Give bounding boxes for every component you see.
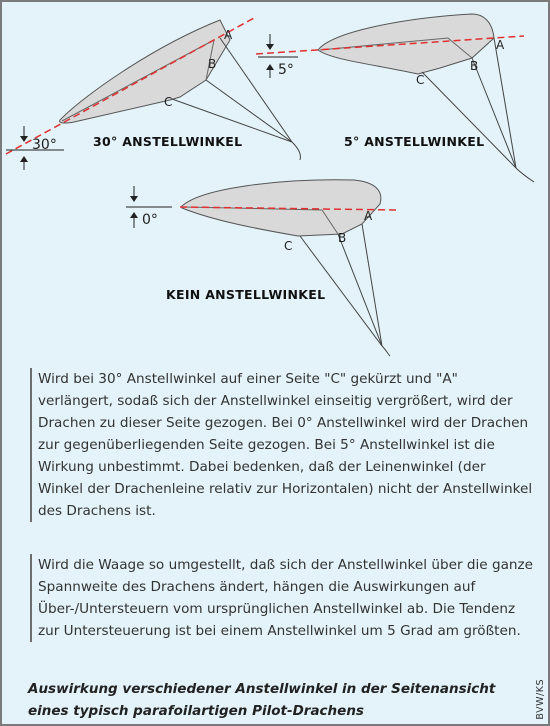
kite-5-canopy — [318, 14, 494, 74]
kite-30-angle-value: 30° — [32, 137, 57, 153]
kite-30-label-a: A — [224, 28, 233, 42]
kite-0-angle-value: 0° — [142, 212, 158, 228]
kite-5-title: 5° ANSTELLWINKEL — [344, 134, 485, 149]
kite-5-label-a: A — [496, 38, 505, 52]
kite-30-degree — [6, 18, 301, 170]
kite-30-title: 30° ANSTELLWINKEL — [93, 134, 243, 149]
kite-0-label-a: A — [364, 209, 373, 223]
kite-0-label-c: C — [284, 239, 293, 253]
kite-30-label-b: B — [208, 57, 217, 71]
kite-0-title: KEIN ANSTELLWINKEL — [166, 287, 326, 302]
kite-30-canopy — [60, 20, 230, 123]
explanation-paragraph-1: Wird bei 30° Anstellwinkel auf einer Seite "C" gekürzt und "A" verlängert, sodaß sich der Anstellwinkel einseitig vergrößert, wird der Drachen zu dieser Seite gezogen. Bei 0° Anstellwinkel wird der Drachen zur gegenüberliegenden Seite gezogen. Bei 5° Anstellwinkel ist die Wirkung unbestimmt. Dabei bedenken, daß der Leinenwinkel (der Winkel der Drachenleine relativ zur Horizontalen) nicht der Anstellwinkel des Drachens ist. — [30, 368, 534, 522]
author-credit: BVW/KS — [535, 679, 546, 720]
kite-5-label-c: C — [416, 73, 425, 87]
kite-0-label-b: B — [338, 231, 347, 245]
kite-5-angle-value: 5° — [278, 62, 294, 78]
kite-5-label-b: B — [470, 59, 479, 73]
kite-30-label-c: C — [164, 95, 173, 109]
caption-line-2: eines typisch parafoilartigen Pilot-Drachens — [28, 703, 364, 719]
figure-caption — [28, 678, 495, 722]
kite-0-degree — [126, 180, 398, 356]
caption-line-1: Auswirkung verschiedener Anstellwinkel in der Seitenansicht — [28, 681, 496, 697]
explanation-paragraph-2: Wird die Waage so umgestellt, daß sich der Anstellwinkel über die ganze Spannweite des Drachens ändert, hängen die Auswirkungen auf Über-/Untersteuern vom ursprünglichen Anstellwinkel ab. Die Tendenz zur Untersteuerung ist bei einem Anstellwinkel um 5 Grad am größten. — [30, 554, 534, 642]
kite-5-degree — [256, 14, 534, 182]
